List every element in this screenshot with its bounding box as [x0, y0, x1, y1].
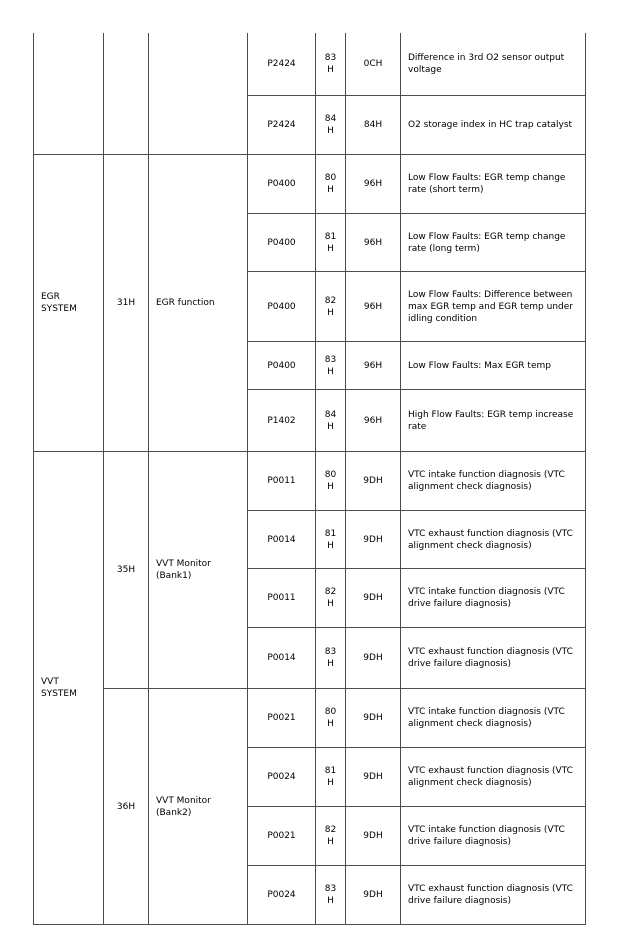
cell-data1: 83H [316, 866, 346, 925]
cell-system-id: 36H [104, 689, 149, 925]
cell-system: VVT SYSTEM [34, 452, 104, 925]
cell-system-id: 35H [104, 452, 149, 689]
cell-description: VTC intake function diagnosis (VTC drive failure diagnosis) [401, 807, 586, 866]
cell-data1: 80H [316, 452, 346, 511]
cell-description: Low Flow Faults: Difference between max EGR temp and EGR temp under idling condition [401, 272, 586, 342]
cell-data2: 96H [346, 342, 401, 390]
cell-description: VTC exhaust function diagnosis (VTC drive failure diagnosis) [401, 866, 586, 925]
cell-data1: 82H [316, 569, 346, 628]
cell-data1: 80H [316, 155, 346, 214]
cell-description: VTC exhaust function diagnosis (VTC alignment check diagnosis) [401, 511, 586, 569]
cell-description: O2 storage index in HC trap catalyst [401, 96, 586, 155]
cell-data1: 83H [316, 33, 346, 96]
cell-data1: 84H [316, 96, 346, 155]
cell-data1: 81H [316, 748, 346, 807]
cell-dtc: P0021 [248, 689, 316, 748]
cell-data2: 96H [346, 214, 401, 272]
cell-data2: 9DH [346, 569, 401, 628]
cell-data2: 9DH [346, 866, 401, 925]
cell-data1: 81H [316, 214, 346, 272]
cell-data2: 9DH [346, 689, 401, 748]
cell-data1: 83H [316, 628, 346, 689]
cell-system [34, 33, 104, 155]
cell-description: VTC intake function diagnosis (VTC drive failure diagnosis) [401, 569, 586, 628]
table-row [34, 452, 586, 511]
cell-dtc: P2424 [248, 96, 316, 155]
cell-dtc: P0024 [248, 866, 316, 925]
cell-data1: 81H [316, 511, 346, 569]
cell-dtc: P0014 [248, 628, 316, 689]
diagnostic-table [33, 33, 586, 925]
cell-data2: 96H [346, 155, 401, 214]
cell-data1: 82H [316, 807, 346, 866]
cell-data1: 80H [316, 689, 346, 748]
cell-dtc: P0400 [248, 155, 316, 214]
cell-data2: 96H [346, 272, 401, 342]
table-row [34, 33, 586, 96]
cell-description: VTC exhaust function diagnosis (VTC alignment check diagnosis) [401, 748, 586, 807]
cell-description: VTC intake function diagnosis (VTC alignment check diagnosis) [401, 689, 586, 748]
cell-description: Low Flow Faults: Max EGR temp [401, 342, 586, 390]
cell-dtc: P0400 [248, 342, 316, 390]
cell-description: Low Flow Faults: EGR temp change rate (short term) [401, 155, 586, 214]
cell-dtc: P0014 [248, 511, 316, 569]
cell-system-id: 31H [104, 155, 149, 452]
cell-data2: 9DH [346, 748, 401, 807]
cell-data2: 84H [346, 96, 401, 155]
cell-data1: 83H [316, 342, 346, 390]
cell-data2: 0CH [346, 33, 401, 96]
cell-function: EGR function [149, 155, 248, 452]
cell-data2: 9DH [346, 628, 401, 689]
cell-data2: 9DH [346, 511, 401, 569]
cell-data1: 82H [316, 272, 346, 342]
cell-description: VTC intake function diagnosis (VTC alignment check diagnosis) [401, 452, 586, 511]
cell-dtc: P2424 [248, 33, 316, 96]
cell-function: VVT Monitor (Bank2) [149, 689, 248, 925]
cell-data2: 96H [346, 390, 401, 452]
cell-dtc: P0400 [248, 214, 316, 272]
cell-function [149, 33, 248, 155]
cell-system: EGR SYSTEM [34, 155, 104, 452]
cell-dtc: P1402 [248, 390, 316, 452]
cell-data2: 9DH [346, 807, 401, 866]
table-row [34, 155, 586, 214]
cell-system-id [104, 33, 149, 155]
cell-dtc: P0011 [248, 452, 316, 511]
cell-data1: 84H [316, 390, 346, 452]
cell-description: High Flow Faults: EGR temp increase rate [401, 390, 586, 452]
cell-data2: 9DH [346, 452, 401, 511]
cell-description: Difference in 3rd O2 sensor output voltage [401, 33, 586, 96]
cell-function: VVT Monitor (Bank1) [149, 452, 248, 689]
cell-dtc: P0400 [248, 272, 316, 342]
cell-dtc: P0021 [248, 807, 316, 866]
cell-dtc: P0024 [248, 748, 316, 807]
table-row [34, 689, 586, 748]
cell-dtc: P0011 [248, 569, 316, 628]
cell-description: Low Flow Faults: EGR temp change rate (long term) [401, 214, 586, 272]
cell-description: VTC exhaust function diagnosis (VTC drive failure diagnosis) [401, 628, 586, 689]
